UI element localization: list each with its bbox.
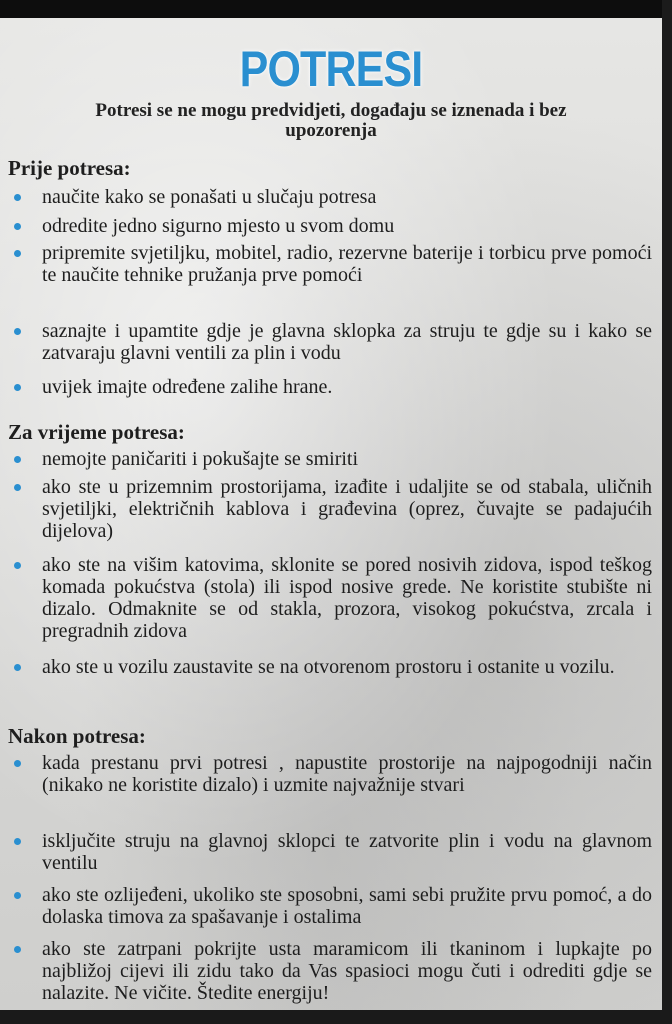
bottom-dark-border — [0, 1010, 672, 1024]
bullet-icon — [14, 328, 21, 335]
bullet-icon — [14, 384, 21, 391]
list-item: naučite kako se ponašati u slučaju potresa — [14, 186, 652, 208]
list-item: ako ste zatrpani pokrijte usta maramicom ili tkaninom i lupkajte po najbližoj cijevi ili zidu tako da Vas spasioci mogu čuti i odrediti gdje se nalazite. Ne vičite. Štedite energiju! — [14, 938, 652, 1004]
bullet-icon — [14, 760, 21, 767]
right-dark-border — [662, 0, 672, 1024]
bullet-icon — [14, 250, 21, 257]
list-item: pripremite svjetiljku, mobitel, radio, rezervne baterije i torbicu prve pomoći te naučite tehnike pružanja prve pomoći — [14, 242, 652, 286]
bullet-icon — [14, 664, 21, 671]
list-item: ako ste ozlijeđeni, ukoliko ste sposobni, sami sebi pružite prvu pomoć, a do dolaska timova za spašavanje i ostalima — [14, 884, 652, 928]
list-item: saznajte i upamtite gdje je glavna sklopka za struju te gdje su i kako se zatvaraju glavni ventili za plin i vodu — [14, 320, 652, 364]
bullet-icon — [14, 838, 21, 845]
section-heading-during: Za vrijeme potresa: — [8, 420, 185, 444]
list-item: nemojte paničariti i pokušajte se smiriti — [14, 448, 652, 470]
bullet-icon — [14, 223, 21, 230]
bullet-icon — [14, 484, 21, 491]
list-item: isključite struju na glavnoj sklopci te zatvorite plin i vodu na glavnom ventilu — [14, 830, 652, 874]
list-item: odredite jedno sigurno mjesto u svom domu — [14, 215, 652, 237]
page-subtitle: Potresi se ne mogu predvidjeti, događaju se iznenada i bez upozorenja — [95, 100, 567, 141]
bullet-icon — [14, 562, 21, 569]
list-item: uvijek imajte određene zalihe hrane. — [14, 376, 652, 398]
list-item: ako ste na višim katovima, sklonite se pored nosivih zidova, ispod teškog komada pokućstva (stola) ili ispod nosive grede. Ne koristite stubište ni dizalo. Odmaknite se od stakla, prozora, visokog pokućstva, zrcala i pregradnih zidova — [14, 554, 652, 642]
list-item: ako ste u vozilu zaustavite se na otvorenom prostoru i ostanite u vozilu. — [14, 656, 652, 678]
bullet-icon — [14, 892, 21, 899]
list-item: ako ste u prizemnim prostorijama, izađite i udaljite se od stabala, uličnih svjetiljki, električnih kablova i građevina (oprez, čuvajte se padajućih dijelova) — [14, 476, 652, 542]
page-title: POTRESI — [239, 41, 423, 97]
document-page — [0, 18, 662, 1010]
list-item: kada prestanu prvi potresi , napustite prostorije na najpogodniji način (nikako ne koristite dizalo) i uzmite najvažnije stvari — [14, 752, 652, 796]
bullet-icon — [14, 946, 21, 953]
bullet-icon — [14, 194, 21, 201]
top-dark-border — [0, 0, 672, 18]
section-heading-before: Prije potresa: — [8, 156, 131, 180]
bullet-icon — [14, 456, 21, 463]
section-heading-after: Nakon potresa: — [8, 724, 146, 748]
